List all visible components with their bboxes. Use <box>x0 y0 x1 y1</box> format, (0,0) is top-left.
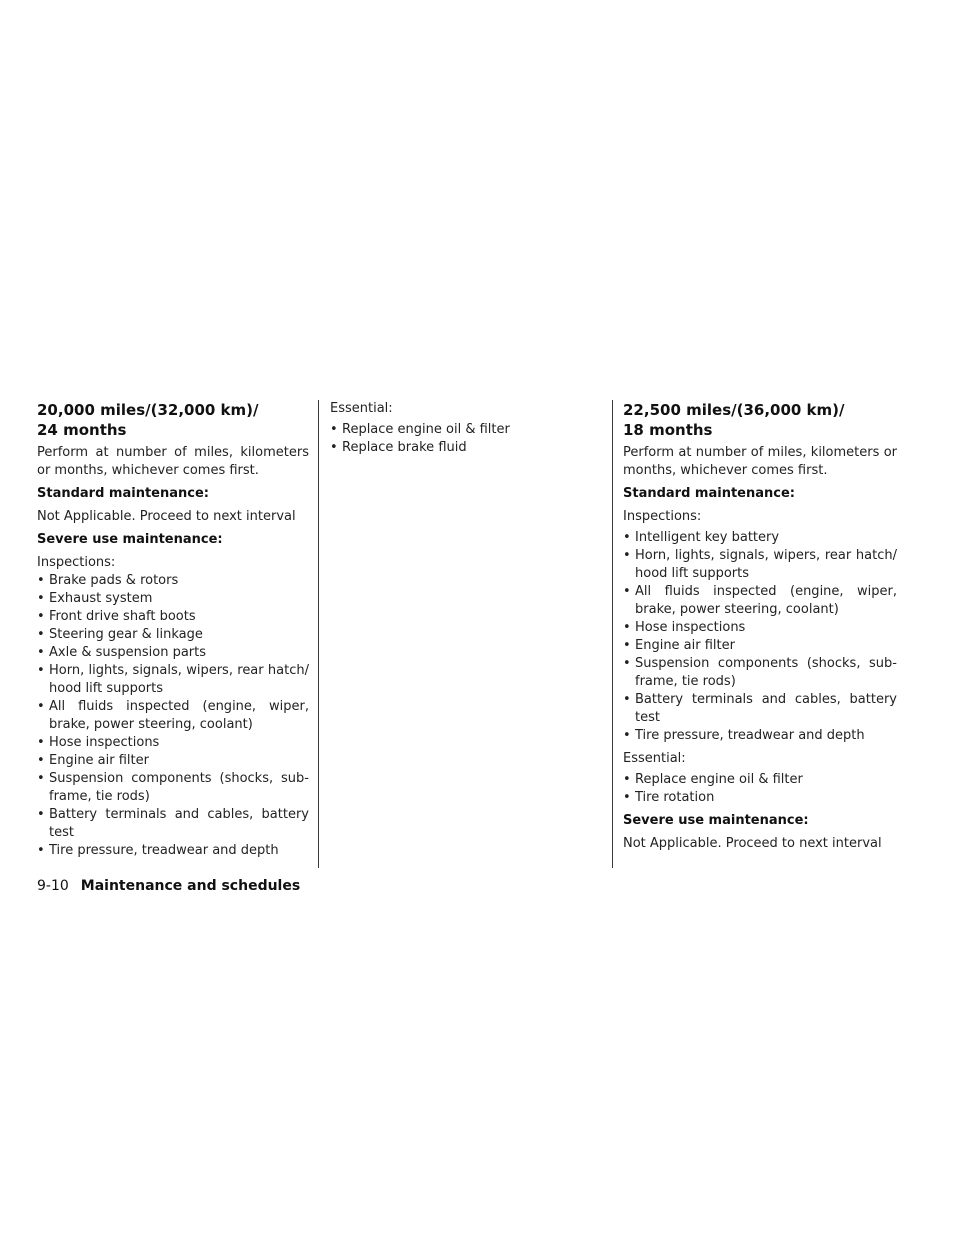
list-item-text: All fluids inspected (engine, wiper, brake, power steering, coolant) <box>49 699 309 732</box>
list-item-text: Brake pads & rotors <box>49 573 179 588</box>
column-left <box>37 400 309 865</box>
list-item <box>37 734 309 752</box>
heading-line-2: 24 months <box>37 421 127 439</box>
bullet-icon: • <box>37 609 45 624</box>
list-item-text: Front drive shaft boots <box>49 609 196 624</box>
list-item-text: Replace brake fluid <box>342 440 467 455</box>
list-item-text: Horn, lights, signals, wipers, rear hatch/ hood lift supports <box>635 548 897 581</box>
list-item <box>623 771 897 789</box>
page-number: 9-10 <box>37 878 69 894</box>
bullet-icon: • <box>37 663 45 678</box>
interval-heading-20000 <box>37 400 309 440</box>
inspections-list <box>37 572 309 860</box>
list-item-text: Axle & suspension parts <box>49 645 207 660</box>
heading-line-2: 18 months <box>623 421 713 439</box>
column-divider <box>612 400 613 868</box>
bullet-icon: • <box>37 699 45 714</box>
list-item-text: Engine air filter <box>49 753 149 768</box>
list-item-text: Replace engine oil & filter <box>635 772 803 787</box>
list-item <box>37 806 309 842</box>
list-item-text: Battery terminals and cables, battery test <box>635 692 897 725</box>
bullet-icon: • <box>623 728 631 743</box>
list-item <box>623 727 897 745</box>
list-item <box>37 572 309 590</box>
bullet-icon: • <box>623 530 631 545</box>
list-item <box>330 421 602 439</box>
list-item <box>37 662 309 698</box>
bullet-icon: • <box>37 627 45 642</box>
list-item <box>37 752 309 770</box>
list-item-text: Replace engine oil & filter <box>342 422 510 437</box>
bullet-icon: • <box>37 591 45 606</box>
list-item <box>623 619 897 637</box>
bullet-icon: • <box>330 422 338 437</box>
bullet-icon: • <box>37 645 45 660</box>
column-middle <box>330 400 602 462</box>
essential-list <box>623 771 897 807</box>
standard-maintenance-label: Standard maintenance: <box>37 486 209 501</box>
standard-maintenance-text: Not Applicable. Proceed to next interval <box>37 509 296 524</box>
list-item-text: Hose inspections <box>49 735 160 750</box>
list-item <box>623 547 897 583</box>
bullet-icon: • <box>623 772 631 787</box>
list-item <box>37 644 309 662</box>
bullet-icon: • <box>623 656 631 671</box>
list-item <box>623 691 897 727</box>
list-item <box>37 698 309 734</box>
essential-label: Essential: <box>623 751 686 766</box>
intro-text: Perform at number of miles, kilometers or months, whichever comes first. <box>37 445 309 478</box>
list-item-text: Engine air filter <box>635 638 735 653</box>
list-item-text: Hose inspections <box>635 620 746 635</box>
list-item <box>37 590 309 608</box>
inspections-label: Inspections: <box>623 509 702 524</box>
column-divider <box>318 400 319 868</box>
bullet-icon: • <box>623 638 631 653</box>
essential-label: Essential: <box>330 401 393 416</box>
list-item <box>330 439 602 457</box>
essential-list <box>330 421 602 457</box>
bullet-icon: • <box>37 753 45 768</box>
heading-line-1: 22,500 miles/(36,000 km)/ <box>623 401 845 419</box>
bullet-icon: • <box>623 790 631 805</box>
list-item-text: Suspension components (shocks, sub-frame, tie rods) <box>49 771 309 804</box>
column-right <box>623 400 897 858</box>
list-item-text: Suspension components (shocks, sub-frame, tie rods) <box>635 656 897 689</box>
list-item-text: All fluids inspected (engine, wiper, brake, power steering, coolant) <box>635 584 897 617</box>
severe-maintenance-text: Not Applicable. Proceed to next interval <box>623 836 882 851</box>
standard-maintenance-label: Standard maintenance: <box>623 486 795 501</box>
bullet-icon: • <box>37 807 45 822</box>
list-item-text: Tire rotation <box>635 790 715 805</box>
section-title: Maintenance and schedules <box>80 878 301 894</box>
bullet-icon: • <box>623 692 631 707</box>
list-item <box>37 770 309 806</box>
bullet-icon: • <box>330 440 338 455</box>
bullet-icon: • <box>37 735 45 750</box>
inspections-list <box>623 529 897 745</box>
list-item-text: Tire pressure, treadwear and depth <box>635 728 865 743</box>
list-item-text: Steering gear & linkage <box>49 627 203 642</box>
list-item-text: Intelligent key battery <box>635 530 780 545</box>
list-item-text: Horn, lights, signals, wipers, rear hatch/ hood lift supports <box>49 663 309 696</box>
inspections-label: Inspections: <box>37 555 116 570</box>
bullet-icon: • <box>37 843 45 858</box>
list-item <box>37 608 309 626</box>
list-item <box>37 842 309 860</box>
bullet-icon: • <box>623 584 631 599</box>
list-item-text: Exhaust system <box>49 591 153 606</box>
bullet-icon: • <box>37 573 45 588</box>
bullet-icon: • <box>623 620 631 635</box>
list-item-text: Tire pressure, treadwear and depth <box>49 843 279 858</box>
list-item <box>37 626 309 644</box>
list-item <box>623 789 897 807</box>
list-item-text: Battery terminals and cables, battery test <box>49 807 309 840</box>
intro-text: Perform at number of miles, kilometers or months, whichever comes first. <box>623 445 897 478</box>
heading-line-1: 20,000 miles/(32,000 km)/ <box>37 401 259 419</box>
list-item <box>623 655 897 691</box>
bullet-icon: • <box>623 548 631 563</box>
list-item <box>623 583 897 619</box>
list-item <box>623 637 897 655</box>
severe-maintenance-label: Severe use maintenance: <box>623 813 809 828</box>
severe-maintenance-label: Severe use maintenance: <box>37 532 223 547</box>
list-item <box>623 529 897 547</box>
page-footer <box>37 876 300 896</box>
bullet-icon: • <box>37 771 45 786</box>
interval-heading-22500 <box>623 400 897 440</box>
